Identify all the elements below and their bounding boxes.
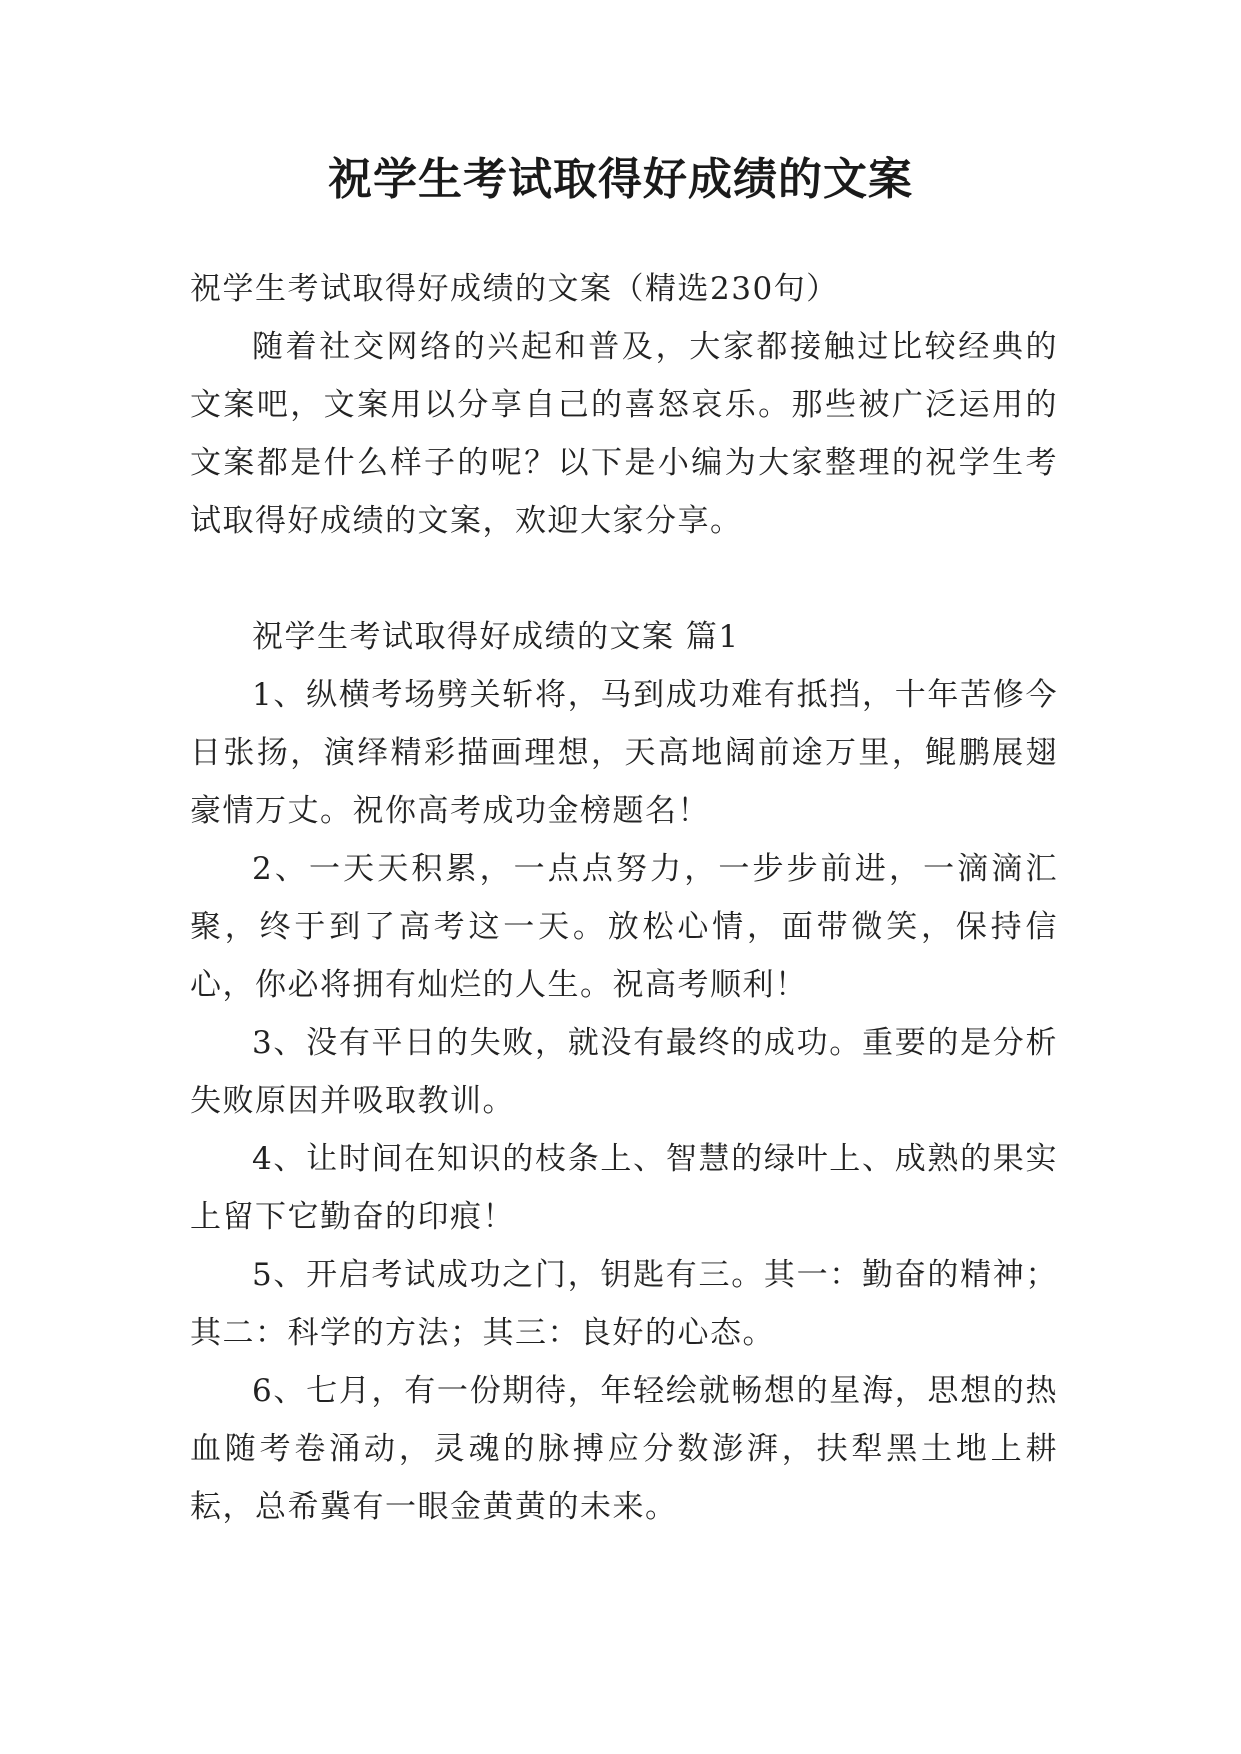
document-body [190,260,1058,1536]
list-item-2: 2、一天天积累，一点点努力，一步步前进，一滴滴汇聚，终于到了高考这一天。放松心情，面带微笑，保持信心，你必将拥有灿烂的人生。祝高考顺利！ [190,851,1058,1003]
section-heading: 祝学生考试取得好成绩的文案 篇1 [252,619,740,655]
list-item-4: 4、让时间在知识的枝条上、智慧的绿叶上、成熟的果实上留下它勤奋的印痕！ [190,1141,1058,1235]
list-item-3: 3、没有平日的失败，就没有最终的成功。重要的是分析失败原因并吸取教训。 [190,1025,1058,1119]
list-item-1: 1、纵横考场劈关斩将，马到成功难有抵挡，十年苦修今日张扬，演绎精彩描画理想，天高地阔前途万里，鲲鹏展翅豪情万丈。祝你高考成功金榜题名！ [190,677,1058,829]
list-item-6: 6、七月，有一份期待，年轻绘就畅想的星海，思想的热血随考卷涌动，灵魂的脉搏应分数澎湃，扶犁黑土地上耕耘，总希冀有一眼金黄黄的未来。 [190,1373,1058,1525]
document-subtitle: 祝学生考试取得好成绩的文案（精选230句） [190,271,839,307]
document-title: 祝学生考试取得好成绩的文案 [328,154,913,205]
intro-paragraph: 随着社交网络的兴起和普及，大家都接触过比较经典的文案吧，文案用以分享自己的喜怒哀乐。那些被广泛运用的文案都是什么样子的呢？以下是小编为大家整理的祝学生考试取得好成绩的文案，欢迎大家分享。 [190,329,1058,539]
list-item-5: 5、开启考试成功之门，钥匙有三。其一：勤奋的精神；其二：科学的方法；其三：良好的心态。 [190,1257,1058,1351]
